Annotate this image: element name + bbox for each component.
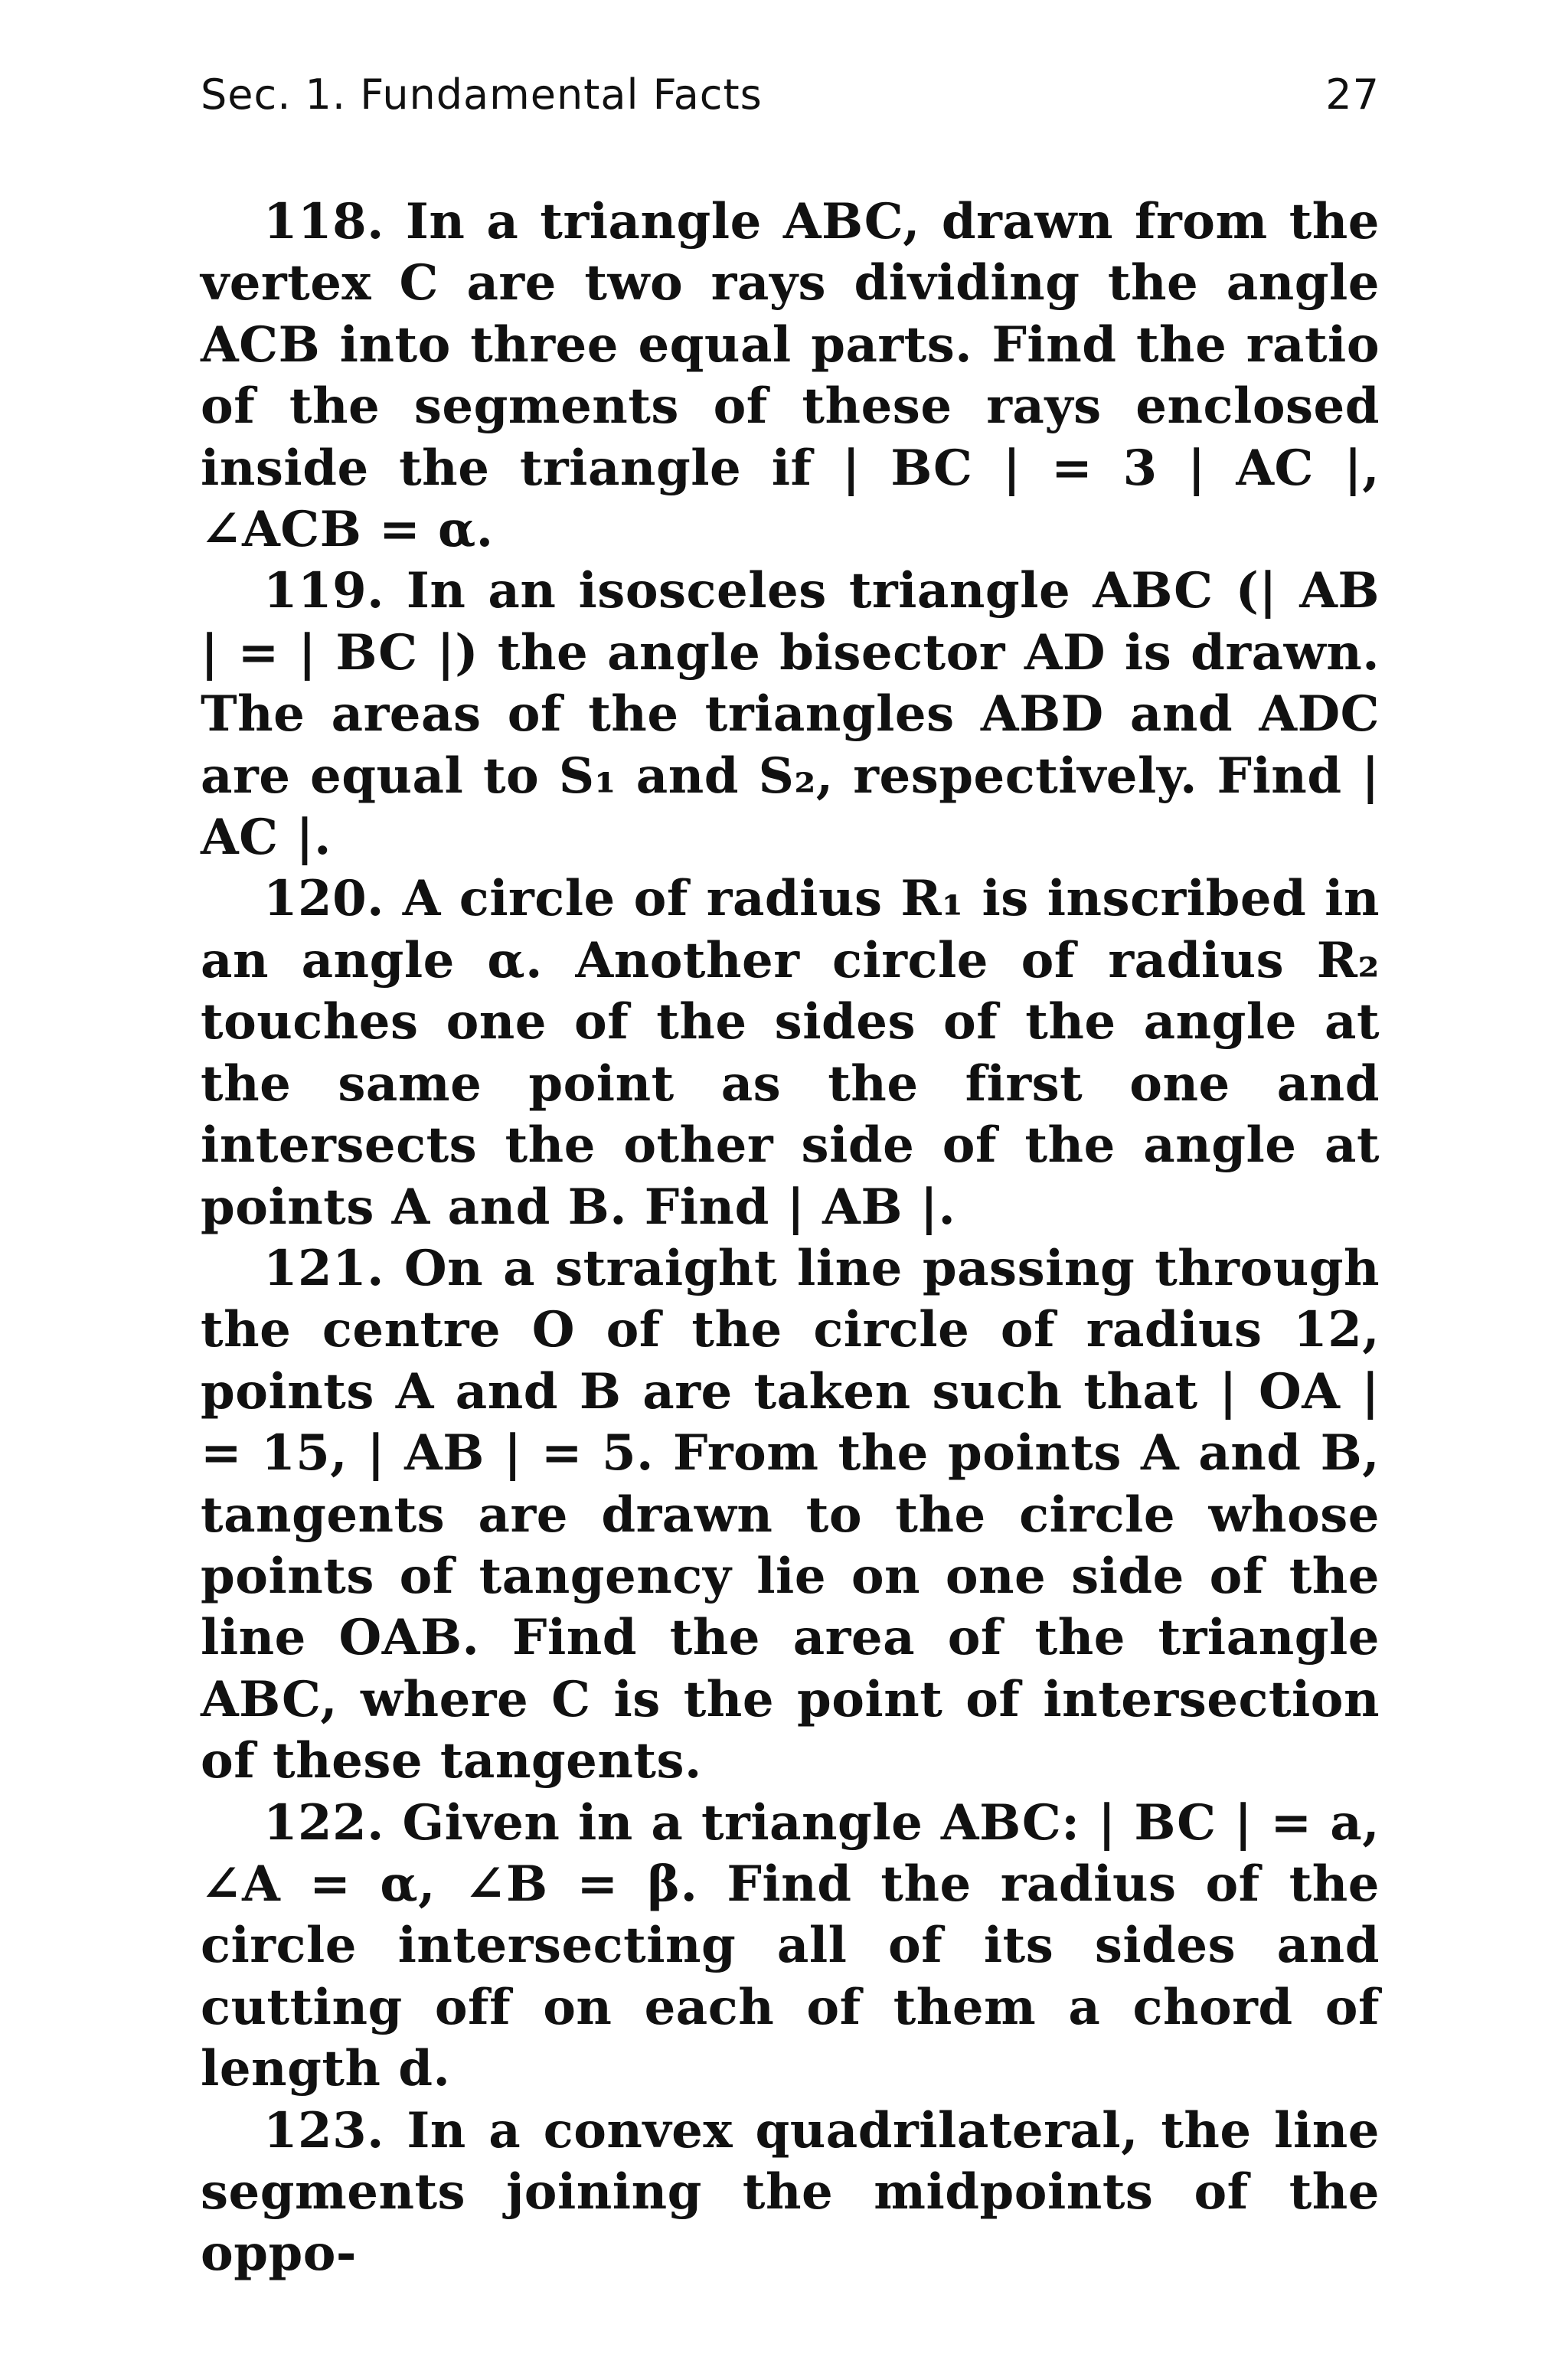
problem-121 [201,1238,1380,1793]
problem-number: 123. [263,2101,384,2159]
problem-123 [201,2100,1380,2285]
problem-text: A circle of radius R₁ is inscribed in an angle α. Another circle of radius R₂ touches one of the sides of the angle at the same point as the first one and intersects the other side of the angle at points A and B. Find | AB |. [201,870,1380,1236]
problem-text: In an isosceles triangle ABC (| AB | = | BC |) the angle bisector AD is drawn. The areas of the triangles ABD and ADC are equal to S₁ and S₂, respectively. Find | AC |. [201,562,1380,867]
problem-number: 119. [263,562,384,620]
problem-118 [201,191,1380,561]
problem-number: 121. [263,1239,384,1297]
page-number: 27 [1325,70,1380,119]
problem-number: 120. [263,870,384,928]
problem-text: In a triangle ABC, drawn from the vertex C are two rays dividing the angle ACB into three equal parts. Find the ratio of the segments of these rays enclosed inside the triangle if | BC | = 3 | AC |, ∠ACB = α. [201,193,1380,559]
problem-list [201,191,1380,2285]
problem-119 [201,561,1380,868]
problem-text: In a convex quadrilateral, the line segments joining the midpoints of the oppo- [201,2101,1380,2283]
problem-text: Given in a triangle ABC: | BC | = a, ∠A = α, ∠B = β. Find the radius of the circle intersecting all of its sides and cutting off on each of them a chord of length d. [201,1793,1380,2098]
section-title: Sec. 1. Fundamental Facts [201,70,763,119]
problem-number: 122. [263,1793,384,1852]
problem-text: On a straight line passing through the centre O of the circle of radius 12, points A and B are taken such that | OA | = 15, | AB | = 5. From the points A and B, tangents are drawn to the circle whose points of tangency lie on one side of the line OAB. Find the area of the triangle ABC, where C is the point of intersection of these tangents. [201,1239,1380,1790]
running-head [201,70,1380,132]
problem-122 [201,1793,1380,2100]
problem-number: 118. [263,193,384,250]
problem-120 [201,868,1380,1237]
